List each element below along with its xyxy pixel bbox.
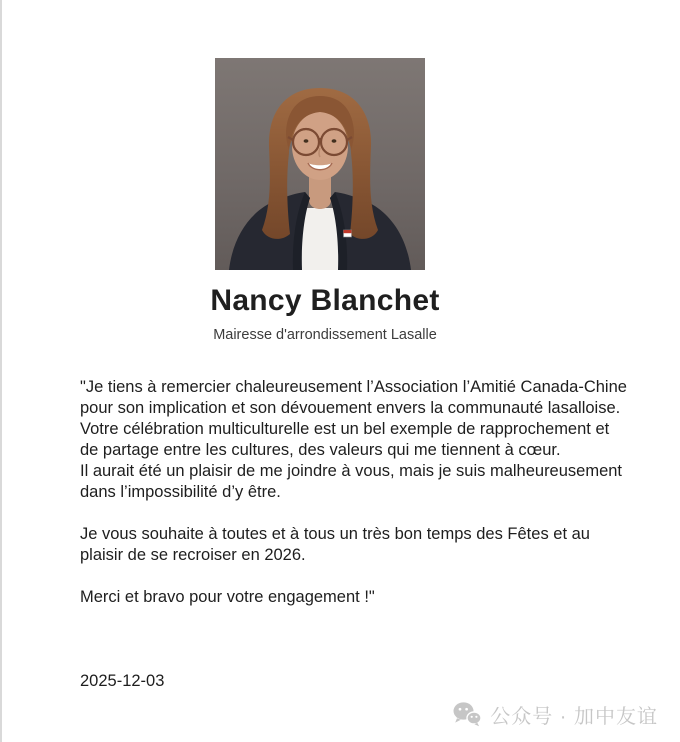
message-lines [80, 377, 640, 608]
message-line: de partage entre les cultures, des valeurs qui me tiennent à cœur. [80, 441, 561, 459]
message-line: dans l’impossibilité d’y être. [80, 483, 281, 501]
watermark [452, 700, 658, 729]
message-line: "Je tiens à remercier chaleureusement l’Association l’Amitié Canada-Chine [80, 378, 627, 396]
message-line [80, 503, 640, 524]
person-name: Nancy Blanchet [210, 284, 440, 317]
person-title: Mairesse d'arrondissement Lasalle [213, 327, 437, 343]
portrait-illustration [215, 58, 425, 270]
wechat-icon [452, 701, 482, 728]
message-line: Votre célébration multiculturelle est un bel exemple de rapprochement et [80, 420, 610, 438]
message-line: Je vous souhaite à toutes et à tous un très bon temps des Fêtes et au [80, 525, 590, 543]
message-line: pour son implication et son dévouement envers la communauté lasalloise. [80, 399, 621, 417]
page-left-border [0, 0, 2, 742]
message-line: Il aurait été un plaisir de me joindre à vous, mais je suis malheureusement [80, 462, 623, 480]
message-line: Merci et bravo pour votre engagement !" [80, 588, 375, 606]
eye-right [332, 139, 337, 143]
message-line: plaisir de se recroiser en 2026. [80, 546, 306, 564]
portrait-photo [215, 58, 425, 270]
watermark-text: 公众号 · 加中友谊 [490, 706, 658, 728]
lapel-pin [344, 230, 352, 237]
date-text: 2025-12-03 [80, 672, 165, 690]
eye-left [304, 139, 309, 143]
message-line [80, 566, 640, 587]
